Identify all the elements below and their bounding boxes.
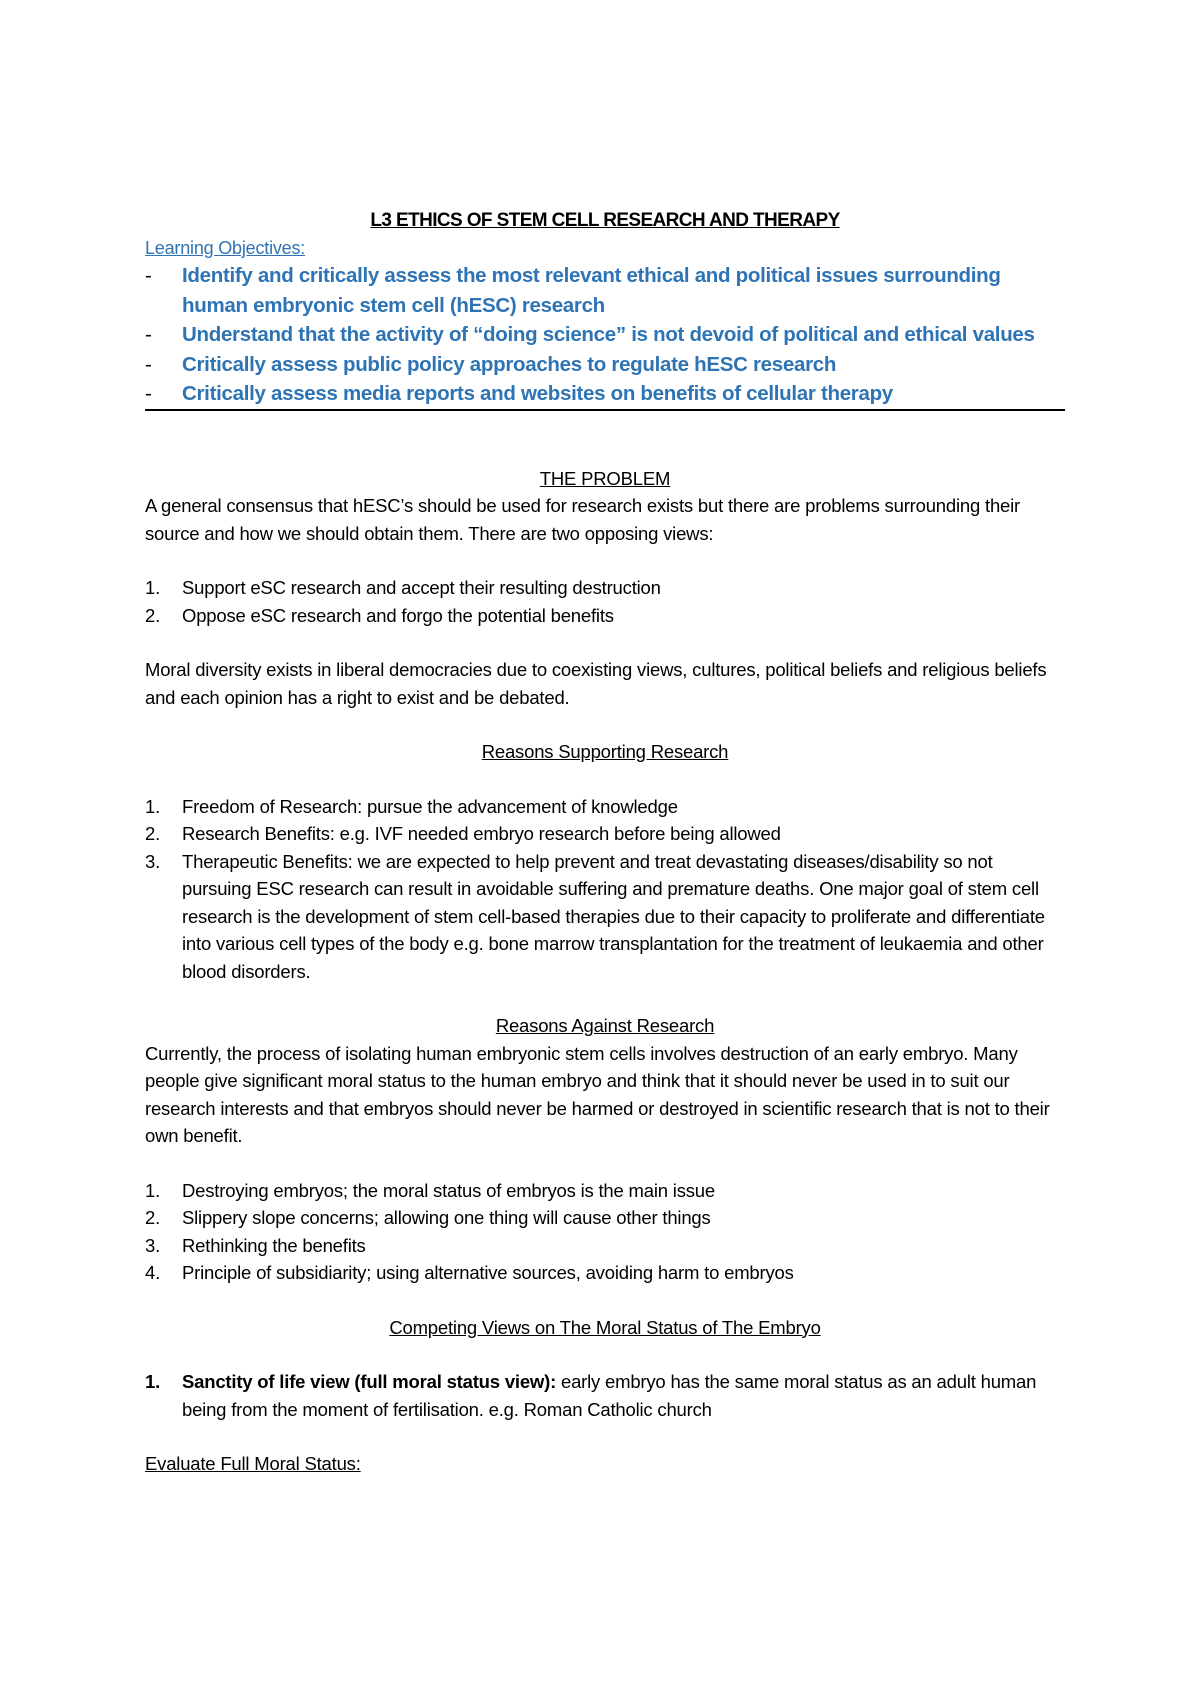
- spacer: [145, 985, 1065, 1012]
- list-number: 1.: [145, 795, 161, 817]
- list-number: 2.: [145, 823, 161, 844]
- list-number: 1.: [145, 1371, 161, 1392]
- objective-text: Understand that the activity of “doing science” is not devoid of political and ethical values: [182, 323, 1035, 346]
- objective-item: [145, 261, 1065, 320]
- list-item: [145, 602, 1065, 630]
- list-text: Rethinking the benefits: [182, 1234, 366, 1256]
- supporting-heading: Reasons Supporting Research: [481, 741, 729, 762]
- against-intro: Currently, the process of isolating human embryonic stem cells involves destruction of an early embryo. Many people give significant moral status to the human embryo and think that it should never be used in to suit our research interests and that embryos should never be harmed or destroyed in scientific research that is not to their own benefit.: [145, 1042, 1050, 1146]
- dash-bullet: -: [145, 264, 152, 287]
- objective-text: Critically assess public policy approaches to regulate hESC research: [182, 352, 837, 376]
- dash-bullet: -: [145, 352, 152, 376]
- problem-intro: A general consensus that hESC’s should be used for research exists but there are problems surrounding their source and how we should obtain them. There are two opposing views:: [145, 495, 1020, 544]
- supporting-list: [145, 793, 1065, 986]
- list-item: [145, 1232, 1065, 1260]
- list-number: 1.: [145, 1179, 161, 1201]
- evaluate-heading: Evaluate Full Moral Status:: [145, 1453, 361, 1474]
- spacer: [145, 711, 1065, 738]
- list-text: Therapeutic Benefits: we are expected to help prevent and treat devastating diseases/disability so not pursuing ESC research can result in avoidable suffering and premature deaths. One major goal of stem cell research is the development of stem cell-based therapies due to their capacity to proliferate and differentiate into various cell types of the body e.g. bone marrow transplantation for the treatment of leukaemia and other blood disorders.: [182, 850, 1045, 982]
- dash-bullet: -: [145, 382, 152, 405]
- list-text: Support eSC research and accept their resulting destruction: [182, 577, 661, 598]
- spacer: [145, 1287, 1065, 1314]
- list-text: early embryo has the same moral status as an adult human being from the moment of fertilisation. e.g. Roman Catholic church: [182, 1371, 1037, 1420]
- list-item: [145, 848, 1065, 986]
- list-item: [145, 793, 1065, 821]
- list-number: 2.: [145, 1207, 161, 1228]
- spacer: [145, 1423, 1065, 1450]
- list-text: Research Benefits: e.g. IVF needed embryo research before being allowed: [182, 823, 781, 844]
- objective-text: Identify and critically assess the most relevant ethical and political issues surrounding human embryonic stem cell (hESC) research: [182, 264, 1001, 317]
- page-title: L3 ETHICS OF STEM CELL RESEARCH AND THERAPY: [370, 210, 840, 231]
- list-item: [145, 820, 1065, 848]
- against-heading: Reasons Against Research: [495, 1015, 715, 1036]
- objective-item: [145, 320, 1065, 350]
- list-number: 1.: [145, 577, 161, 598]
- list-text: Oppose eSC research and forgo the potential benefits: [182, 604, 614, 626]
- list-item: [145, 1368, 1065, 1423]
- problem-heading: THE PROBLEM: [539, 467, 671, 489]
- objective-item: [145, 379, 1065, 409]
- learning-objectives-heading: Learning Objectives:: [145, 238, 306, 258]
- list-item: [145, 1177, 1065, 1205]
- competing-views-list: [145, 1368, 1065, 1423]
- against-list: [145, 1177, 1065, 1287]
- learning-objectives-list: [145, 261, 1065, 409]
- list-number: 4.: [145, 1262, 161, 1283]
- list-item: [145, 574, 1065, 602]
- objective-item: [145, 350, 1065, 380]
- opposing-views-list: [145, 574, 1065, 629]
- list-number: 2.: [145, 604, 161, 626]
- list-text: Principle of subsidiarity; using alternative sources, avoiding harm to embryos: [182, 1262, 794, 1283]
- objective-text: Critically assess media reports and websites on benefits of cellular therapy: [182, 382, 893, 405]
- list-text: Freedom of Research: pursue the advancement of knowledge: [182, 795, 678, 817]
- competing-views-heading: Competing Views on The Moral Status of The Embryo: [389, 1316, 821, 1338]
- list-number: 3.: [145, 1234, 161, 1256]
- list-number: 3.: [145, 850, 161, 872]
- list-item: [145, 1259, 1065, 1287]
- list-text: Slippery slope concerns; allowing one thing will cause other things: [182, 1207, 711, 1228]
- spacer: [145, 547, 1065, 574]
- spacer: [145, 629, 1065, 656]
- spacer: [145, 411, 1065, 465]
- moral-diversity-paragraph: Moral diversity exists in liberal democracies due to coexisting views, cultures, political beliefs and religious beliefs and each opinion has a right to exist and be debated.: [145, 659, 1047, 708]
- list-item: [145, 1204, 1065, 1232]
- dash-bullet: -: [145, 323, 152, 346]
- spacer: [145, 766, 1065, 793]
- view-name: Sanctity of life view (full moral status view):: [182, 1371, 557, 1392]
- spacer: [145, 1150, 1065, 1177]
- document-content: [145, 207, 1065, 1478]
- spacer: [145, 1341, 1065, 1368]
- list-text: Destroying embryos; the moral status of embryos is the main issue: [182, 1179, 715, 1201]
